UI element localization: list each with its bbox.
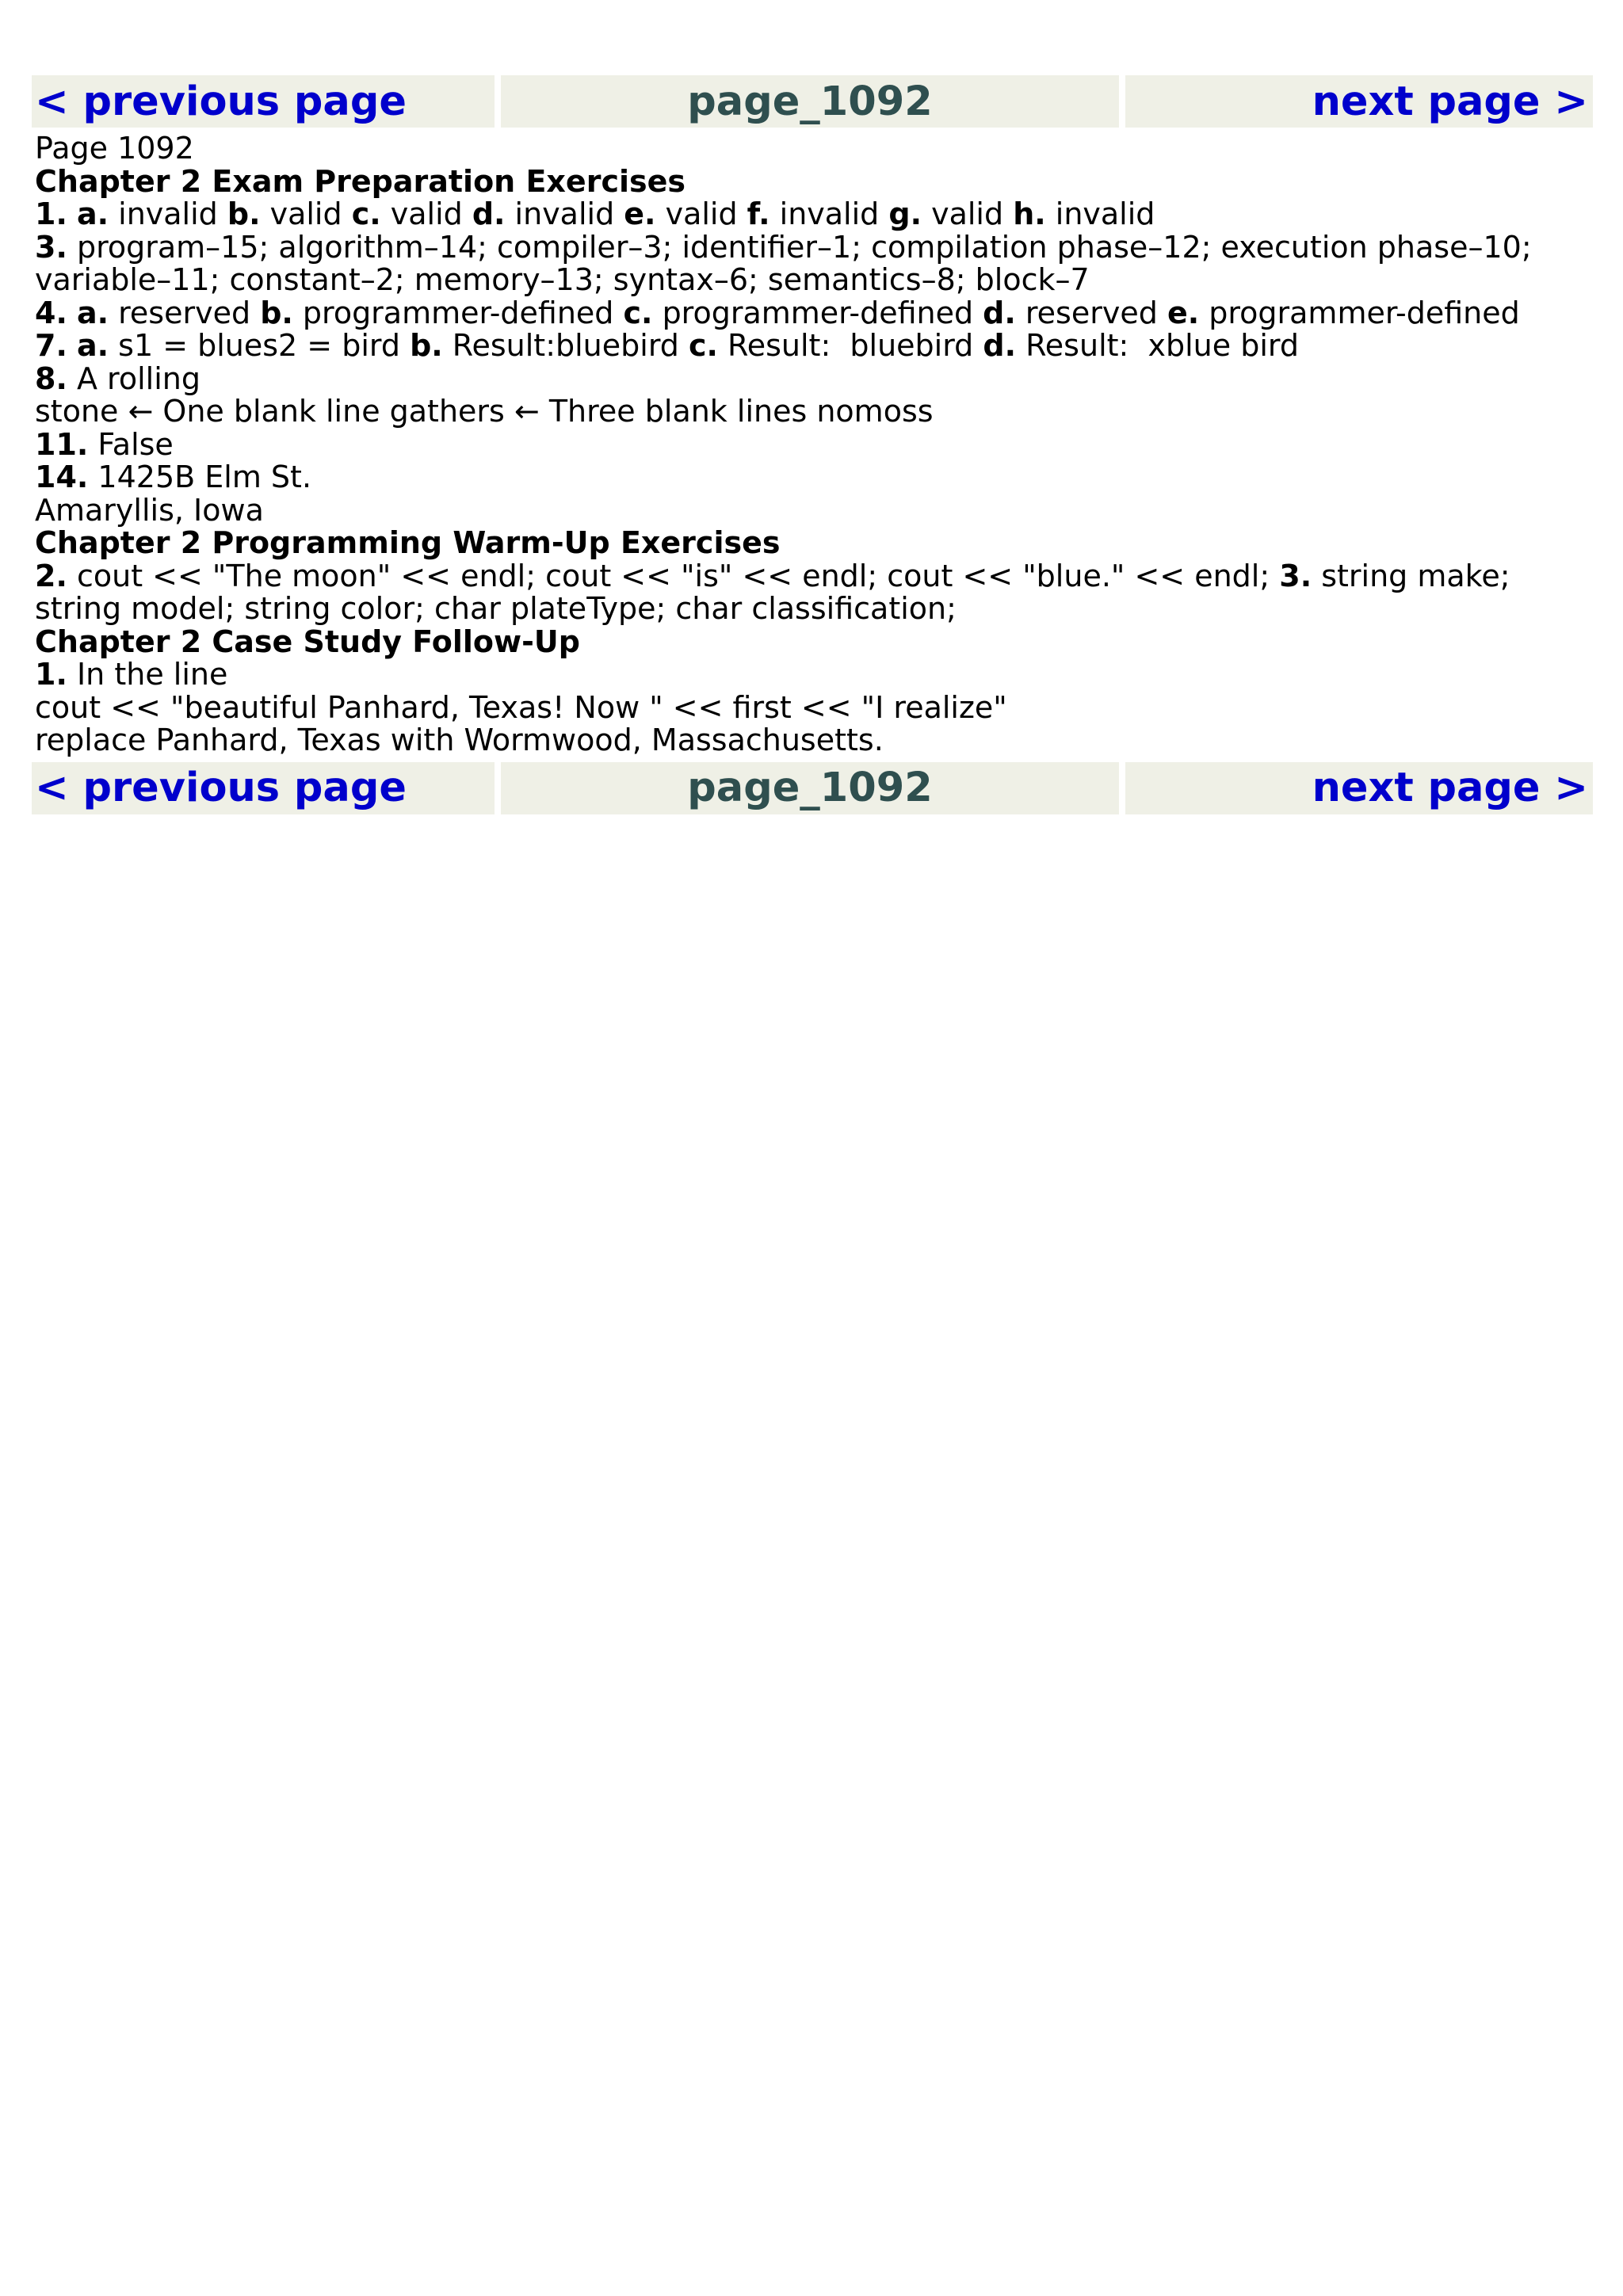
answer-number: 2. xyxy=(35,558,67,593)
exam-answer-14 xyxy=(35,461,1593,494)
item-text: valid xyxy=(655,196,747,231)
case-study-code-line: cout << "beautiful Panhard, Texas! Now " << first << "I realize" xyxy=(35,689,1007,725)
answer-text: program–15; algorithm–14; compiler–3; identifier–1; compilation phase–12; execution phase–10; variable–11; constant–2; memory–13; syntax–6; semantics–8; block–7 xyxy=(35,229,1532,297)
answer-number: 7. xyxy=(35,328,67,363)
page-container xyxy=(32,75,1593,814)
page-label: page_1092 xyxy=(501,762,1119,814)
item-letter: b. xyxy=(227,196,261,231)
previous-page-link[interactable]: < previous page xyxy=(32,762,495,814)
item-text: invalid xyxy=(505,196,624,231)
item-text: invalid xyxy=(769,196,889,231)
previous-page-link[interactable]: < previous page xyxy=(32,75,495,128)
page-label: page_1092 xyxy=(501,75,1119,128)
answer-number: 1. xyxy=(35,196,67,231)
warmup-answers xyxy=(35,560,1593,626)
item-letter: d. xyxy=(472,196,506,231)
item-letter: c. xyxy=(351,196,381,231)
exam-answer-1 xyxy=(35,198,1593,231)
item-letter: h. xyxy=(1013,196,1046,231)
answer-number: 3. xyxy=(35,229,67,265)
section-heading-text: Chapter 2 Exam Preparation Exercises xyxy=(35,163,686,199)
item-letter: c. xyxy=(623,295,653,330)
exam-answer-3 xyxy=(35,231,1593,297)
item-letter: f. xyxy=(747,196,770,231)
top-nav-bar xyxy=(32,75,1593,128)
case-study-answer-1 xyxy=(35,658,1593,692)
answer-number: 14. xyxy=(35,460,89,494)
item-text: s1 = blues2 = bird xyxy=(109,328,411,363)
next-page-link[interactable]: next page > xyxy=(1125,75,1593,128)
item-letter: e. xyxy=(624,196,656,231)
answer-number: 4. xyxy=(35,295,67,330)
answer-text: 1425B Elm St. xyxy=(88,460,312,494)
case-study-heading xyxy=(35,626,1593,659)
exam-answer-11 xyxy=(35,426,1593,462)
item-text: reserved xyxy=(109,295,261,330)
section-heading-text: Chapter 2 Programming Warm-Up Exercises xyxy=(35,525,781,560)
item-letter: c. xyxy=(688,328,718,363)
exam-answer-7 xyxy=(35,330,1593,363)
item-text: valid xyxy=(380,196,472,231)
answer-number: 1. xyxy=(35,657,67,692)
exam-answer-8-line2: stone ← One blank line gathers ← Three blank lines nomoss xyxy=(35,394,934,429)
item-letter: a. xyxy=(76,328,109,363)
next-page-link[interactable]: next page > xyxy=(1125,762,1593,814)
item-text: valid xyxy=(922,196,1014,231)
warmup-heading xyxy=(35,527,1593,560)
item-text: invalid xyxy=(109,196,227,231)
item-letter: a. xyxy=(76,295,109,330)
section-heading-text: Chapter 2 Case Study Follow-Up xyxy=(35,624,580,659)
item-text: programmer-defined xyxy=(292,295,624,330)
answer-number: 3. xyxy=(1279,558,1312,593)
item-text: programmer-defined xyxy=(1199,295,1520,330)
bottom-nav-bar xyxy=(32,762,1593,814)
answer-text: string make; string model; string color; char plateType; char classification; xyxy=(35,558,1510,626)
item-text: invalid xyxy=(1045,196,1155,231)
exam-answer-8 xyxy=(35,360,1593,396)
item-letter: b. xyxy=(260,295,293,330)
exam-prep-heading xyxy=(35,163,1593,199)
answer-text: False xyxy=(88,426,174,462)
answer-number: 11. xyxy=(35,426,89,462)
item-letter: g. xyxy=(888,196,922,231)
answer-text: A rolling xyxy=(67,360,200,396)
item-letter: a. xyxy=(76,196,109,231)
page-content xyxy=(32,128,1593,762)
item-text: Result:bluebird xyxy=(442,328,689,363)
answer-text: In the line xyxy=(67,657,228,692)
answer-text: cout << "The moon" << endl; cout << "is" << endl; cout << "blue." << endl; xyxy=(67,558,1280,593)
item-text: programmer-defined xyxy=(652,295,983,330)
item-letter: d. xyxy=(983,295,1016,330)
page-number-text: Page 1092 xyxy=(35,131,194,166)
item-text: Result: bluebird xyxy=(717,328,983,363)
item-letter: e. xyxy=(1167,295,1200,330)
item-letter: d. xyxy=(983,328,1017,363)
exam-answer-14-line2: Amaryllis, Iowa xyxy=(35,492,264,528)
item-text: valid xyxy=(260,196,352,231)
item-letter: b. xyxy=(410,328,443,363)
exam-answer-4 xyxy=(35,297,1593,330)
case-study-answer-1-line3: replace Panhard, Texas with Wormwood, Massachusetts. xyxy=(35,723,884,757)
item-text: Result: xblue bird xyxy=(1016,328,1299,363)
answer-number: 8. xyxy=(35,360,67,396)
item-text: reserved xyxy=(1015,295,1167,330)
